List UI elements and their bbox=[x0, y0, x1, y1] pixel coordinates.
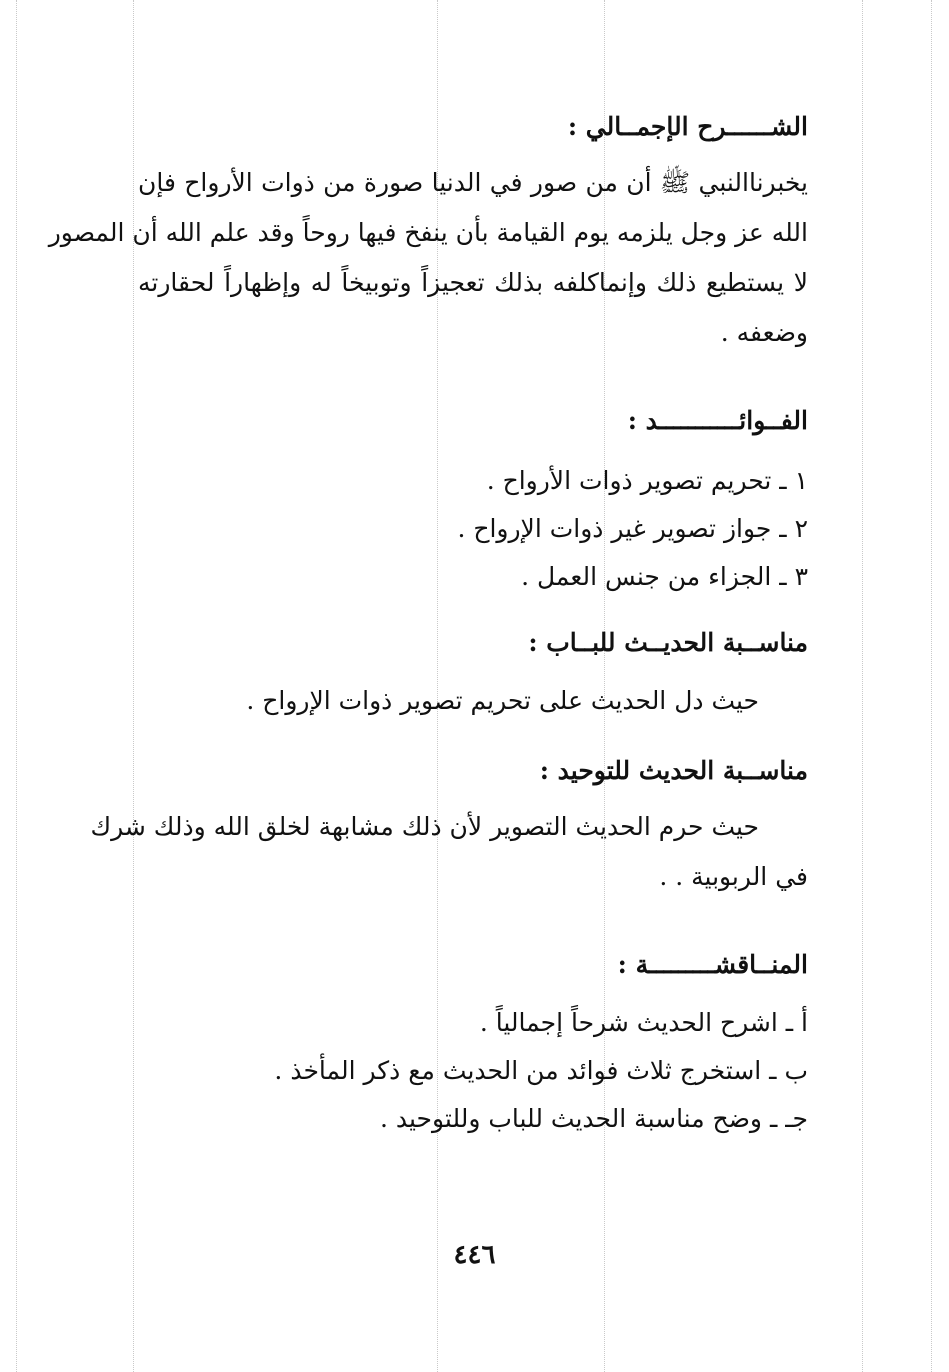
tawheed-relevance-line: حيث حرم الحديث التصوير لأن ذلك مشابهة لخلق الله وذلك شرك bbox=[90, 812, 759, 841]
benefits-heading: الفــوائـــــــــــد : bbox=[627, 406, 808, 435]
discussion-heading: المنــاقشـــــــــة : bbox=[617, 950, 808, 979]
page-number: ٤٤٦ bbox=[453, 1240, 496, 1270]
scan-guide-line bbox=[16, 0, 17, 1372]
scan-guide-line bbox=[931, 0, 932, 1372]
explanation-line: وضعفه . bbox=[720, 318, 808, 347]
benefit-item: ١ ـ تحريم تصوير ذوات الأرواح . bbox=[486, 466, 808, 495]
explanation-line: يخبرناالنبي ﷺ أن من صور في الدنيا صورة من ذوات الأرواح فإن bbox=[138, 168, 808, 197]
benefit-item: ٢ ـ جواز تصوير غير ذوات الإرواح . bbox=[457, 514, 808, 543]
discussion-question: ب ـ استخرج ثلاث فوائد من الحديث مع ذكر المأخذ . bbox=[274, 1056, 808, 1085]
chapter-relevance-text: حيث دل الحديث على تحريم تصوير ذوات الإرواح . bbox=[246, 686, 759, 715]
explanation-line: الله عز وجل يلزمه يوم القيامة بأن ينفخ فيها روحاً وقد علم الله أن المصور bbox=[48, 218, 808, 247]
explanation-line: لا يستطيع ذلك وإنماكلفه بذلك تعجيزاً وتوبيخاً له وإظهاراً لحقارته bbox=[138, 268, 808, 297]
benefit-item: ٣ ـ الجزاء من جنس العمل . bbox=[521, 562, 808, 591]
tawheed-relevance-heading: مناســبة الحديث للتوحيد : bbox=[539, 756, 808, 785]
scan-guide-line bbox=[133, 0, 134, 1372]
discussion-question: جـ ـ وضح مناسبة الحديث للباب وللتوحيد . bbox=[379, 1104, 808, 1133]
explanation-heading: الشــــــرح الإجمــالي : bbox=[567, 112, 808, 141]
chapter-relevance-heading: مناســبة الحديــث للبــاب : bbox=[528, 628, 808, 657]
discussion-question: أ ـ اشرح الحديث شرحاً إجمالياً . bbox=[479, 1008, 808, 1037]
tawheed-relevance-line: في الربوبية . . bbox=[659, 862, 808, 891]
scan-guide-line bbox=[862, 0, 863, 1372]
